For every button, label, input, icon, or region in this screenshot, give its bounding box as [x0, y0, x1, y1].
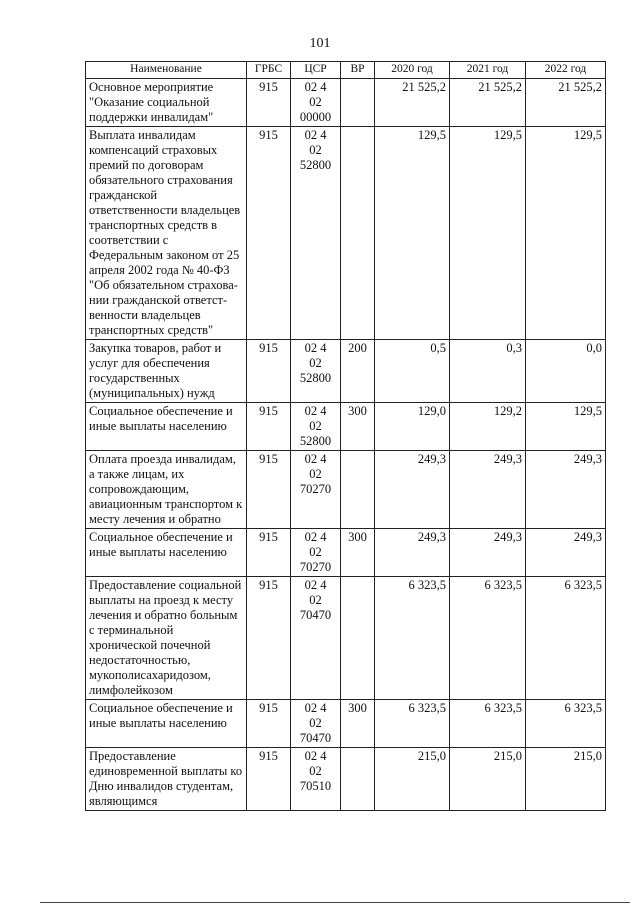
header-2022: 2022 год	[526, 62, 606, 79]
csr-part: 00000	[299, 110, 332, 124]
row-csr	[291, 403, 341, 451]
row-2020: 249,3	[375, 451, 450, 529]
csr-part: 02	[309, 419, 322, 433]
row-name: Выплата инвалидам компенсаций страховых премий по договорам обязательного страхования гражданской ответственности владельцев транспортных средств в соответствии с Федеральным законом от 25 апреля 2002 года № 40-ФЗ "Об обязательном страхова-нии гражданской ответст-венности владельцев транспортных средств"	[86, 127, 247, 340]
row-2020: 0,5	[375, 340, 450, 403]
csr-part: 52800	[299, 371, 332, 385]
row-csr	[291, 577, 341, 700]
row-name: Предоставление единовременной выплаты ко Дню инвалидов студентам, являющимся	[86, 748, 247, 811]
row-vr: 300	[341, 529, 375, 577]
row-2021: 249,3	[450, 451, 526, 529]
csr-part: 02 4	[304, 404, 327, 418]
row-grbs: 915	[247, 79, 291, 127]
row-2021: 0,3	[450, 340, 526, 403]
row-2021: 21 525,2	[450, 79, 526, 127]
csr-part: 02	[309, 95, 322, 109]
csr-part: 02	[309, 764, 322, 778]
row-grbs: 915	[247, 577, 291, 700]
csr-part: 02 4	[304, 578, 327, 592]
row-vr	[341, 577, 375, 700]
table-row	[86, 340, 606, 403]
row-name: Оплата проезда инвалидам, а также лицам, их сопровождающим, авиационным транспортом к месту лечения и обратно	[86, 451, 247, 529]
csr-part: 70510	[299, 779, 332, 793]
row-2020: 6 323,5	[375, 700, 450, 748]
row-name: Предоставление социальной выплаты на проезд к месту лечения и обратно больным с терминальной хронической почечной недостаточностью, мукополисахаридозом, лимфолейкозом	[86, 577, 247, 700]
row-grbs: 915	[247, 127, 291, 340]
table-row	[86, 700, 606, 748]
csr-part: 70270	[299, 482, 332, 496]
row-2021: 6 323,5	[450, 577, 526, 700]
row-vr: 300	[341, 700, 375, 748]
row-2020: 129,5	[375, 127, 450, 340]
csr-part: 52800	[299, 434, 332, 448]
csr-part: 02 4	[304, 452, 327, 466]
row-2021: 129,2	[450, 403, 526, 451]
header-2020: 2020 год	[375, 62, 450, 79]
row-2022: 249,3	[526, 451, 606, 529]
row-vr: 300	[341, 403, 375, 451]
csr-part: 52800	[299, 158, 332, 172]
table-row	[86, 451, 606, 529]
row-2022: 6 323,5	[526, 700, 606, 748]
table-row	[86, 79, 606, 127]
row-2020: 215,0	[375, 748, 450, 811]
row-vr	[341, 451, 375, 529]
row-grbs: 915	[247, 403, 291, 451]
csr-part: 02	[309, 716, 322, 730]
row-grbs: 915	[247, 451, 291, 529]
row-name: Социальное обеспечение и иные выплаты населению	[86, 403, 247, 451]
header-csr: ЦСР	[291, 62, 341, 79]
csr-part: 02 4	[304, 80, 327, 94]
csr-part: 02 4	[304, 530, 327, 544]
row-grbs: 915	[247, 700, 291, 748]
csr-part: 02 4	[304, 128, 327, 142]
row-2022: 21 525,2	[526, 79, 606, 127]
row-vr	[341, 748, 375, 811]
csr-part: 02	[309, 545, 322, 559]
csr-part: 02	[309, 593, 322, 607]
row-csr	[291, 700, 341, 748]
table-body	[86, 79, 606, 811]
csr-part: 02 4	[304, 701, 327, 715]
table-row	[86, 529, 606, 577]
row-name: Социальное обеспечение и иные выплаты населению	[86, 700, 247, 748]
row-2022: 6 323,5	[526, 577, 606, 700]
csr-part: 70470	[299, 731, 332, 745]
row-2022: 129,5	[526, 403, 606, 451]
row-2020: 249,3	[375, 529, 450, 577]
header-2021: 2021 год	[450, 62, 526, 79]
row-grbs: 915	[247, 340, 291, 403]
budget-table	[85, 61, 606, 811]
csr-part: 02	[309, 356, 322, 370]
table-row	[86, 403, 606, 451]
row-grbs: 915	[247, 748, 291, 811]
row-name: Закупка товаров, работ и услуг для обеспечения государственных (муниципальных) нужд	[86, 340, 247, 403]
row-vr	[341, 127, 375, 340]
table-row	[86, 577, 606, 700]
csr-part: 02	[309, 467, 322, 481]
row-vr	[341, 79, 375, 127]
page-number: 101	[309, 36, 331, 51]
csr-part: 02 4	[304, 341, 327, 355]
header-name: Наименование	[86, 62, 247, 79]
csr-part: 70470	[299, 608, 332, 622]
row-name: Основное мероприятие "Оказание социальной поддержки инвалидам"	[86, 79, 247, 127]
row-2022: 129,5	[526, 127, 606, 340]
row-csr	[291, 340, 341, 403]
csr-part: 02 4	[304, 749, 327, 763]
row-2022: 215,0	[526, 748, 606, 811]
row-csr	[291, 127, 341, 340]
row-csr	[291, 451, 341, 529]
row-2021: 6 323,5	[450, 700, 526, 748]
header-vr: ВР	[341, 62, 375, 79]
row-2020: 129,0	[375, 403, 450, 451]
row-2020: 6 323,5	[375, 577, 450, 700]
bottom-divider	[40, 902, 630, 903]
row-name: Социальное обеспечение и иные выплаты населению	[86, 529, 247, 577]
row-2022: 0,0	[526, 340, 606, 403]
table-row	[86, 748, 606, 811]
row-2021: 129,5	[450, 127, 526, 340]
table-row	[86, 127, 606, 340]
row-vr: 200	[341, 340, 375, 403]
row-2021: 249,3	[450, 529, 526, 577]
csr-part: 70270	[299, 560, 332, 574]
csr-part: 02	[309, 143, 322, 157]
header-grbs: ГРБС	[247, 62, 291, 79]
row-2021: 215,0	[450, 748, 526, 811]
row-2020: 21 525,2	[375, 79, 450, 127]
row-csr	[291, 748, 341, 811]
row-csr	[291, 79, 341, 127]
table-header-row	[86, 62, 606, 79]
row-grbs: 915	[247, 529, 291, 577]
row-csr	[291, 529, 341, 577]
row-2022: 249,3	[526, 529, 606, 577]
